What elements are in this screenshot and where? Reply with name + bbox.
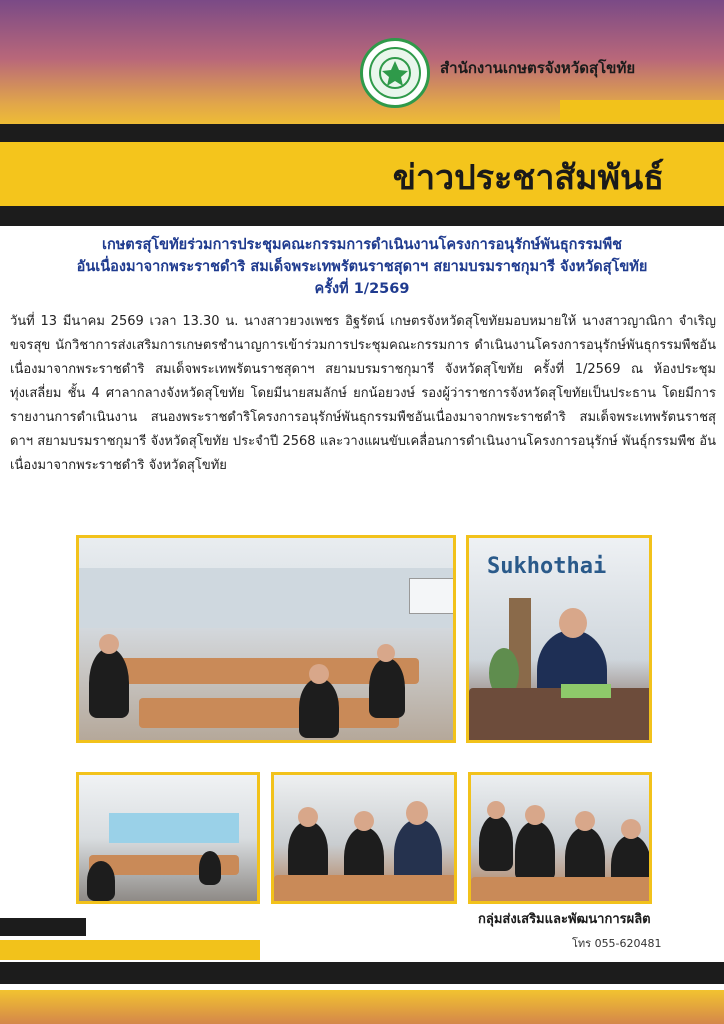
- sukhothai-sign: Sukhothai: [487, 554, 607, 579]
- footer-stripe-yellow: [0, 940, 260, 960]
- article-headline: [10, 234, 714, 300]
- logo-emblem-icon: [369, 47, 421, 99]
- footer-group-name: กลุ่มส่งเสริมและพัฒนาการผลิต: [478, 912, 651, 927]
- department-logo: [360, 38, 430, 108]
- headline-line-3: ครั้งที่ 1/2569: [314, 281, 410, 297]
- photo-attendees-2: [468, 772, 652, 904]
- title-stripe-dark: [0, 206, 724, 226]
- headline-line-2: อันเนื่องมาจากพระราชดำริ สมเด็จพระเทพรัตนราชสุดาฯ สยามบรมราชกุมารี จังหวัดสุโขทัย: [76, 259, 648, 275]
- header-stripe-dark: [0, 124, 724, 144]
- footer-stripe-dark: [0, 962, 724, 984]
- photo-meeting-room: [76, 535, 456, 743]
- footer-gradient: [0, 990, 724, 1024]
- photo-room-overview: [76, 772, 260, 904]
- headline-line-1: เกษตรสุโขทัยร่วมการประชุมคณะกรรมการดำเนินงานโครงการอนุรักษ์พันธุกรรมพืช: [102, 237, 622, 253]
- photo-attendees-1: [271, 772, 457, 904]
- footer-phone: โทร 055-620481: [572, 937, 662, 950]
- section-title: ข่าวประชาสัมพันธ์: [392, 158, 664, 198]
- footer-stripe-dark-left: [0, 918, 86, 936]
- org-name: สำนักงานเกษตรจังหวัดสุโขทัย: [440, 59, 636, 77]
- header-stripe-yellow: [560, 100, 724, 122]
- photo-chairman: [466, 535, 652, 743]
- article-body: วันที่ 13 มีนาคม 2569 เวลา 13.30 น. นางสาวยวงเพชร อิฐรัตน์ เกษตรจังหวัดสุโขทัยมอบหมายให้ นางสาวญาณิกา จำเริญขจรสุข นักวิชาการส่งเสริมการเกษตรชำนาญการเข้าร่วมการประชุมคณะกรรมการ ดำเนินงานโครงการอนุรักษ์พันธุกรรมพืชอันเนื่องมาจากพระราชดำริ สมเด็จพระเทพรัตนราชสุดาฯ สยามบรมราชกุมารี จังหวัดสุโขทัย ครั้งที่ 1/2569 ณ ห้องประชุมทุ่งเสลี่ยม ชั้น 4 ศาลากลางจังหวัดสุโขทัย โดยมีนายสมลักษ์ ยกน้อยวงษ์ รองผู้ว่าราชการจังหวัดสุโขทัยเป็นประธาน โดยมีการรายงานการดำเนินงาน สนองพระราชดำริโครงการอนุรักษ์พันธุกรรมพืชอันเนื่องมาจากพระราชดำริ สมเด็จพระเทพรัตนราชสุดาฯ สยามบรมราชกุมารี จังหวัดสุโขทัย ประจำปี 2568 และวางแผนขับเคลื่อนการดำเนินงานโครงการอนุรักษ์ พันธุ์กรรมพืช อันเนื่องมาจากพระราชดำริ จังหวัดสุโขทัย: [10, 314, 716, 473]
